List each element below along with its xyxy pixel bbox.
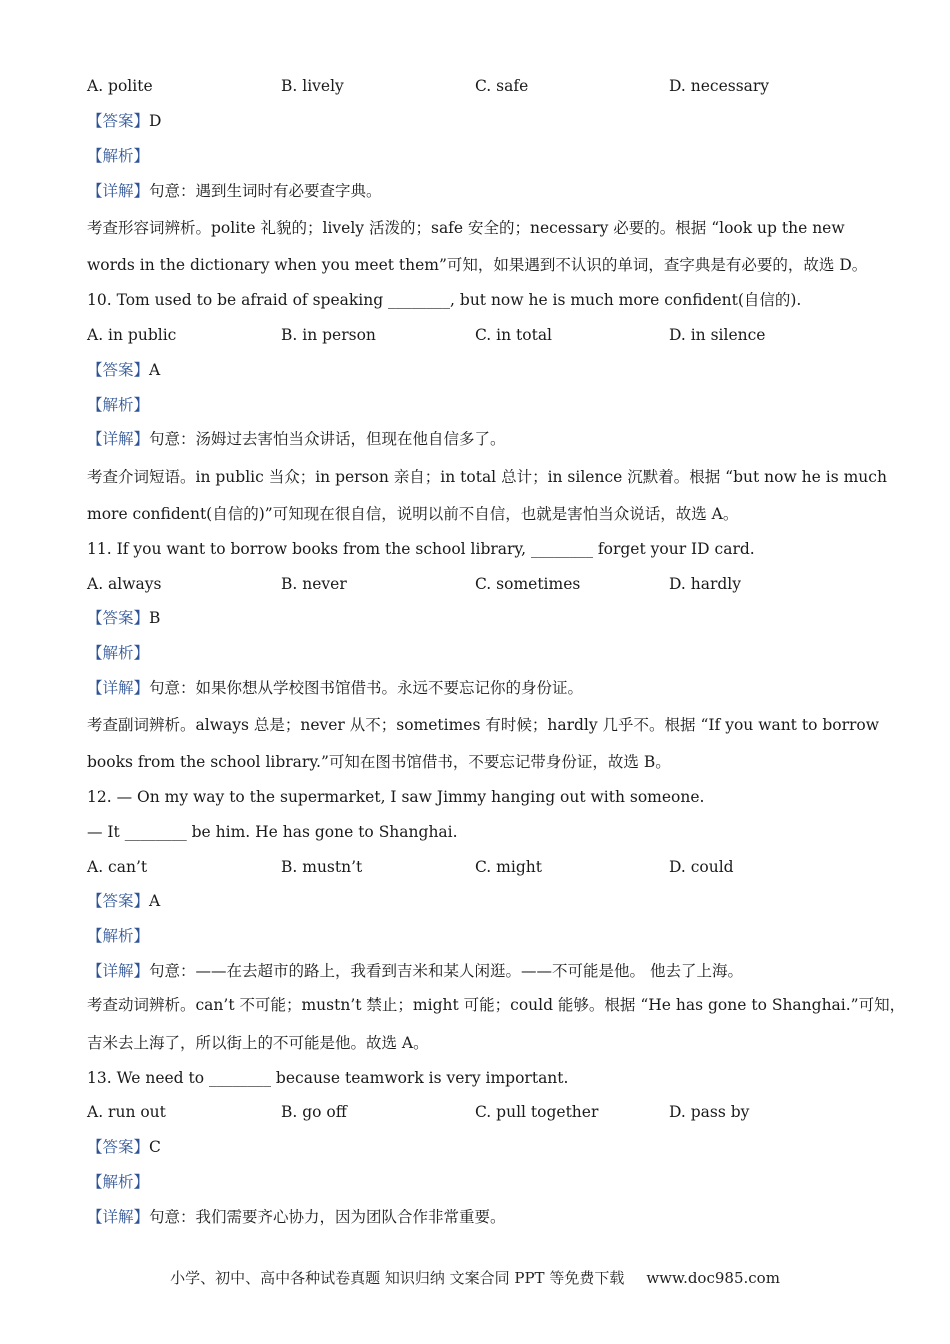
answer-tag: 【答案】 <box>87 361 150 379</box>
q12-option-b: B. mustn’t <box>281 858 363 876</box>
q13-detail <box>87 1207 506 1227</box>
q12-stem-line-2: — It ________ be him. He has gone to Shanghai. <box>87 823 458 841</box>
q11-analysis-tag: 【解析】 <box>87 644 150 662</box>
q9-option-a: A. polite <box>87 77 153 95</box>
q9-answer <box>87 111 161 131</box>
q11-option-b: B. never <box>281 575 347 593</box>
detail-text: 句意：我们需要齐心协力，因为团队合作非常重要。 <box>149 1208 506 1226</box>
q12-explanation-line-2: 吉米去上海了，所以街上的不可能是他。故选 A。 <box>87 1034 429 1052</box>
detail-tag: 【详解】 <box>87 962 150 980</box>
q12-stem-line-1: 12. — On my way to the supermarket, I saw Jimmy hanging out with someone. <box>87 788 705 806</box>
answer-value: D <box>149 112 162 130</box>
q13-option-b: B. go off <box>281 1103 347 1121</box>
answer-value: A <box>149 361 161 379</box>
q10-explanation-line-2: more confident(自信的)”可知现在很自信，说明以前不自信，也就是害怕当众说话，故选 A。 <box>87 505 739 523</box>
q11-option-d: D. hardly <box>669 575 741 593</box>
q11-option-c: C. sometimes <box>475 575 581 593</box>
q9-option-c: C. safe <box>475 77 529 95</box>
q12-option-d: D. could <box>669 858 734 876</box>
q10-options <box>87 325 887 345</box>
detail-tag: 【详解】 <box>87 1208 150 1226</box>
page-footer <box>0 1268 950 1288</box>
q9-explanation-line-1: 考查形容词辨析。polite 礼貌的；lively 活泼的；safe 安全的；necessary 必要的。根据 “look up the new <box>87 219 845 237</box>
detail-text: 句意：遇到生词时有必要查字典。 <box>149 182 382 200</box>
q11-explanation-line-1: 考查副词辨析。always 总是；never 从不；sometimes 有时候；hardly 几乎不。根据 “If you want to borrow <box>87 716 880 734</box>
answer-tag: 【答案】 <box>87 112 150 130</box>
q12-detail <box>87 961 743 981</box>
answer-value: C <box>149 1138 161 1156</box>
q10-explanation-line-1: 考查介词短语。in public 当众；in person 亲自；in total 总计；in silence 沉默着。根据 “but now he is much <box>87 468 887 486</box>
detail-text: 句意：汤姆过去害怕当众讲话，但现在他自信多了。 <box>149 430 506 448</box>
detail-text: 句意：——在去超市的路上，我看到吉米和某人闲逛。——不可能是他。 他去了上海。 <box>149 962 743 980</box>
answer-value: B <box>149 609 161 627</box>
q9-detail <box>87 181 382 201</box>
detail-tag: 【详解】 <box>87 679 150 697</box>
q12-explanation-line-1: 考查动词辨析。can’t 不可能；mustn’t 禁止；might 可能；could 能够。根据 “He has gone to Shanghai.”可知， <box>87 996 906 1014</box>
q9-option-b: B. lively <box>281 77 344 95</box>
q12-analysis-tag: 【解析】 <box>87 927 150 945</box>
q13-option-d: D. pass by <box>669 1103 750 1121</box>
q13-stem: 13. We need to ________ because teamwork is very important. <box>87 1069 569 1087</box>
q12-option-a: A. can’t <box>87 858 148 876</box>
detail-tag: 【详解】 <box>87 430 150 448</box>
q12-options <box>87 857 887 877</box>
detail-text: 句意：如果你想从学校图书馆借书。永远不要忘记你的身份证。 <box>149 679 584 697</box>
q11-answer <box>87 608 160 628</box>
footer-url: www.doc985.com <box>646 1269 780 1287</box>
q10-answer <box>87 360 160 380</box>
detail-tag: 【详解】 <box>87 182 150 200</box>
q13-option-a: A. run out <box>87 1103 166 1121</box>
q10-stem: 10. Tom used to be afraid of speaking ________, but now he is much more confident(自信的). <box>87 291 802 309</box>
q12-answer <box>87 891 160 911</box>
answer-tag: 【答案】 <box>87 892 150 910</box>
q13-answer <box>87 1137 161 1157</box>
q9-analysis-tag: 【解析】 <box>87 147 150 165</box>
q11-explanation-line-2: books from the school library.”可知在图书馆借书，不要忘记带身份证，故选 B。 <box>87 753 671 771</box>
footer-text: 小学、初中、高中各种试卷真题 知识归纳 文案合同 PPT 等免费下载 <box>170 1269 625 1287</box>
q9-explanation-line-2: words in the dictionary when you meet them”可知，如果遇到不认识的单词，查字典是有必要的，故选 D。 <box>87 256 868 274</box>
q9-options <box>87 76 887 96</box>
q10-option-a: A. in public <box>87 326 177 344</box>
q11-options <box>87 574 887 594</box>
q10-detail <box>87 429 506 449</box>
q13-options <box>87 1102 887 1122</box>
q13-option-c: C. pull together <box>475 1103 599 1121</box>
answer-tag: 【答案】 <box>87 1138 150 1156</box>
q11-detail <box>87 678 583 698</box>
q10-option-d: D. in silence <box>669 326 766 344</box>
answer-tag: 【答案】 <box>87 609 150 627</box>
q11-option-a: A. always <box>87 575 162 593</box>
q13-analysis-tag: 【解析】 <box>87 1173 150 1191</box>
q12-option-c: C. might <box>475 858 542 876</box>
q9-option-d: D. necessary <box>669 77 770 95</box>
answer-value: A <box>149 892 161 910</box>
q11-stem: 11. If you want to borrow books from the school library, ________ forget your ID card. <box>87 540 755 558</box>
q10-option-c: C. in total <box>475 326 553 344</box>
q10-option-b: B. in person <box>281 326 376 344</box>
q10-analysis-tag: 【解析】 <box>87 396 150 414</box>
